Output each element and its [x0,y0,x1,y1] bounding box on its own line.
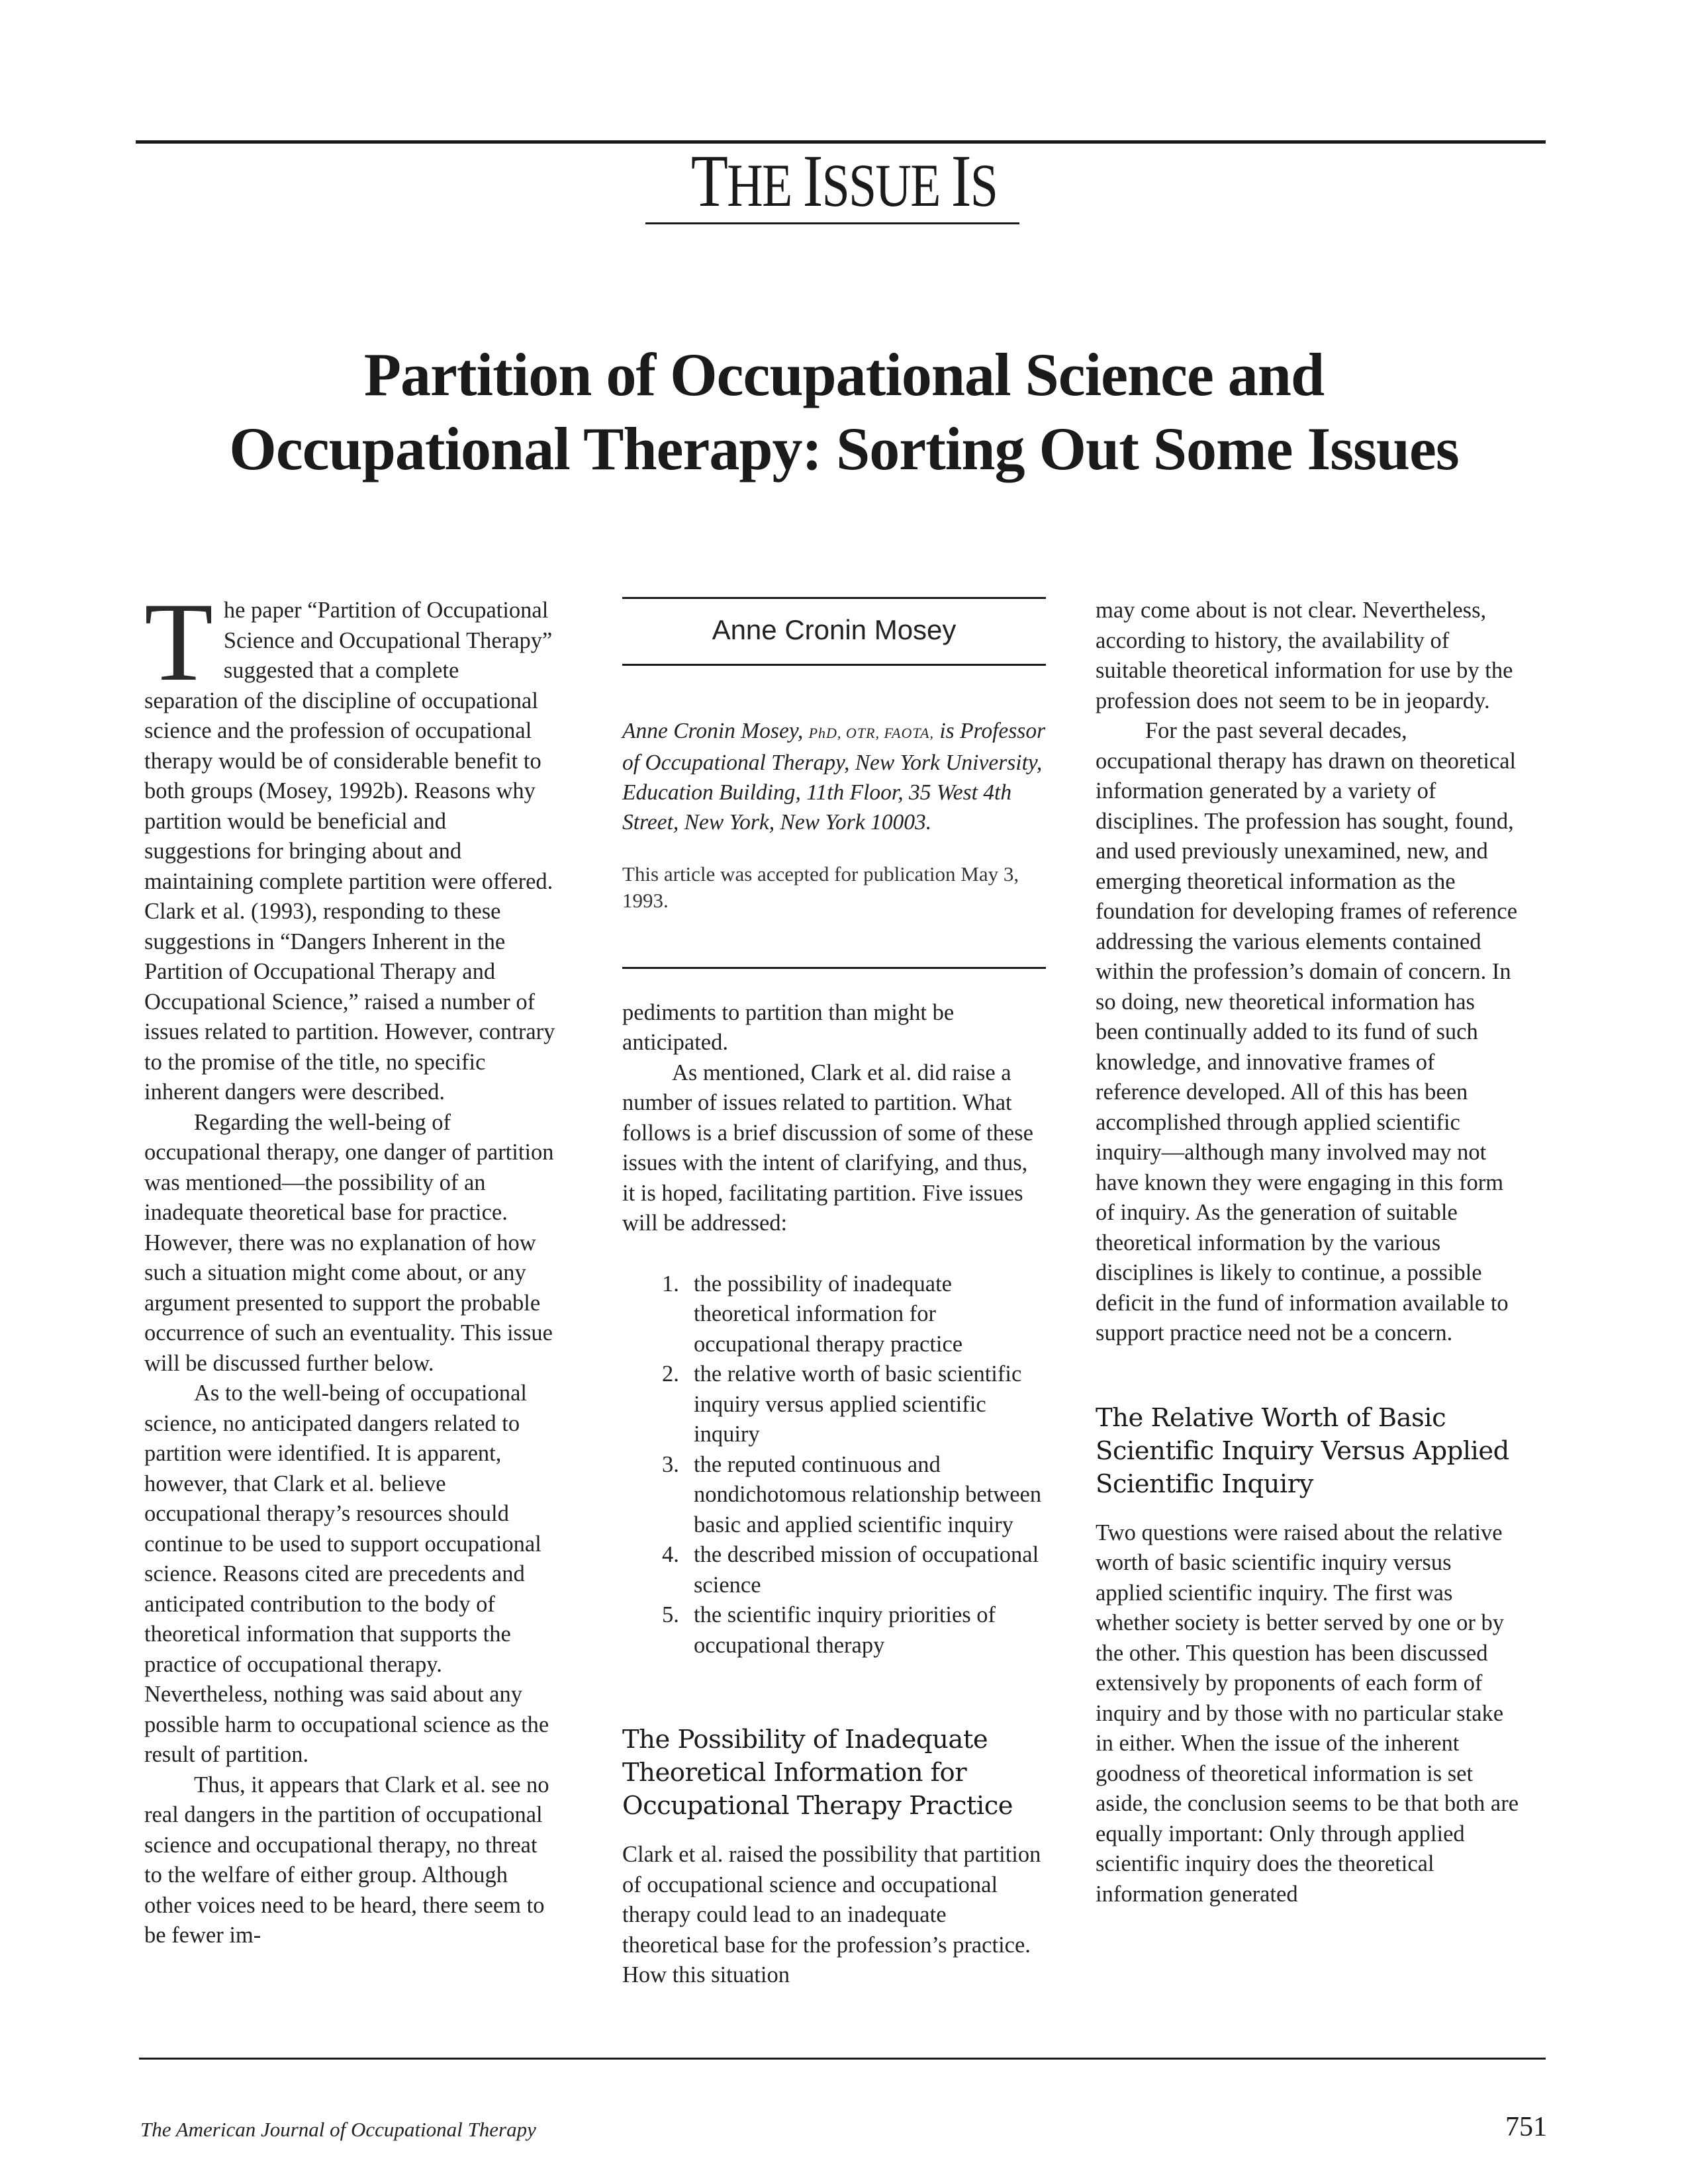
drop-cap: T [144,580,213,704]
paragraph-text: he paper “Partition of Occupational Science and Occupational Therapy” suggested that a complete separation of the discipline of occupational science and the profession of occupational therapy would be of considerable benefit to both groups (Mosey, 1992b). Reasons why partition would be beneficial and suggestions for bringing about and maintaining complete partition were offered. Clark et al. (1993), responding to these suggestions in “Dangers Inherent in the Partition of Occupational Therapy and Occupational Science,” raised a number of issues related to partition. However, contrary to the promise of the title, no specific inherent dangers were described. [144,598,555,1105]
list-text: the scientific inquiry priorities of occupational therapy [694,1602,996,1658]
list-item [662,1359,1046,1450]
kicker-initial: I [802,140,822,222]
article-title-line-2: Occupational Therapy: Sorting Out Some Issues [229,415,1459,482]
page-number: 751 [1505,2112,1547,2142]
body-paragraph: Clark et al. raised the possibility that partition of occupational science and occupational therapy could lead to an inadequate theoretical base for the profession’s practice. How this situation [622,1842,1041,1987]
body-paragraph: For the past several decades, occupational therapy has drawn on theoretical information generated by a variety of disciplines. The profession has sought, found, and used previously unexamined, new, and emerging theoretical information as the foundation for developing frames of reference addressing the various elements contained within the profession’s domain of concern. In so doing, new theoretical information has been continually added to its fund of such knowledge, and innovative frames of reference developed. All of this has been accomplished through applied scientific inquiry—although many involved may not have known they were engaging in this form of inquiry. As the generation of suitable theoretical information by the various disciplines is likely to continue, a possible deficit in the fund of information available to support practice need not be a concern. [1096,718,1518,1345]
footer-rule [139,2058,1546,2060]
list-number: 5. [662,1602,679,1627]
section-heading: The Relative Worth of Basic Scientific Inquiry Versus Applied Scientific Inquiry [1096,1402,1509,1499]
list-item [662,1540,1046,1600]
list-text: the relative worth of basic scientific inquiry versus applied scientific inquiry [694,1361,1022,1447]
author-affiliation: is Professor of Occupational Therapy, New York University, Education Building, 11th Floor, 35 West 4th Street, New York, New York 10003. [622,718,1046,835]
body-paragraph: Two questions were raised about the relative worth of basic scientific inquiry versus applied scientific inquiry. The first was whether society is better served by one or by the other. This question has been discussed extensively by proponents of each form of inquiry and by those with no particular stake in either. When the issue of the inherent goodness of theoretical information is set aside, the conclusion seems to be that both are equally important: Only through applied scientific inquiry does the theoretical information generated [1096,1520,1519,1907]
issues-list [622,1269,1046,1661]
body-paragraph: Regarding the well-being of occupational therapy, one danger of partition was mentioned—the possibility of an inadequate theoretical base for practice. However, there was no explanation of how such a situation might come about, or any argument presented to support the probable occurrence of such an eventuality. This issue will be discussed further below. [144,1109,554,1376]
text-column-1 [144,580,558,1951]
body-paragraph [144,580,558,1108]
article-title-line-1: Partition of Occupational Science and [363,341,1325,408]
kicker-text: HE [727,152,803,219]
list-number: 4. [662,1542,679,1567]
body-paragraph: As mentioned, Clark et al. did raise a number of issues related to partition. What follows is a brief discussion of some of these issues with the intent of clarifying, and thus, it is hoped, facilitating partition. Five issues will be addressed: [622,1060,1033,1236]
text-column-3 [1096,596,1519,1909]
author-rule-top [622,597,1046,599]
author-section-divider [622,967,1046,969]
kicker-text: S [970,152,998,219]
list-number: 3. [662,1451,679,1477]
acceptance-note: This article was accepted for publication May 3, 1993. [622,862,1019,912]
section-heading: The Possibility of Inadequate Theoretical Information for Occupational Therapy Practice [622,1725,1013,1821]
body-paragraph: may come about is not clear. Nevertheless, according to history, the availability of suitable theoretical information for use by the profession does not seem to be in jeopardy. [1096,598,1513,713]
list-text: the reputed continuous and nondichotomous relationship between basic and applied scientific inquiry [694,1451,1042,1537]
list-item [662,1600,1046,1661]
author-credentials: PhD, OTR, FAOTA, [808,724,934,741]
article-title [132,338,1556,486]
section-kicker [152,139,1536,224]
kicker-initial: T [690,140,727,222]
text-column-2 [622,596,1046,1991]
list-number: 2. [662,1361,679,1387]
body-paragraph: As to the well-being of occupational science, no anticipated dangers related to partition were identified. It is apparent, however, that Clark et al. believe occupational therapy’s resources should continue to be used to support occupational science. Reasons cited are precedents and anticipated contribution to the body of theoretical information that supports the practice of occupational therapy. Nevertheless, nothing was said about any possible harm to occupational science as the result of partition. [144,1381,549,1767]
kicker-text: SSUE [821,152,951,219]
body-paragraph: Thus, it appears that Clark et al. see no real dangers in the partition of occupational science and occupational therapy, no threat to the welfare of either group. Although other voices need to be heard, there seem to be fewer im- [144,1772,549,1948]
list-number: 1. [662,1271,679,1297]
kicker-initial: I [951,140,970,222]
author-box [622,597,1046,666]
list-text: the possibility of inadequate theoretical information for occupational therapy practice [694,1271,963,1357]
author-name: Anne Cronin Mosey [712,614,957,645]
author-bio-name: Anne Cronin Mosey, [622,718,809,743]
list-item [662,1269,1046,1360]
journal-name: The American Journal of Occupational Therapy [140,2118,536,2141]
author-bio [622,716,1046,837]
list-item [662,1450,1046,1541]
kicker-underline [645,222,1019,224]
list-text: the described mission of occupational science [694,1542,1039,1598]
body-paragraph: pediments to partition than might be anticipated. [622,999,955,1055]
author-rule-bottom [622,664,1046,666]
